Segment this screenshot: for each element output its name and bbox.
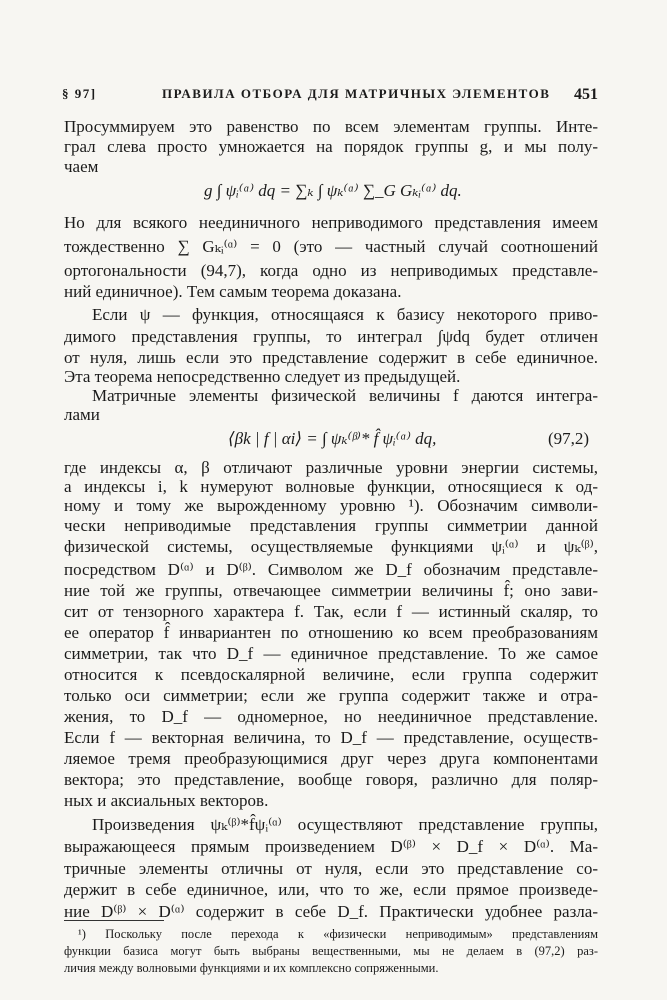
text-line: сит от тензорного характера f. Так, если f — истинный скаляр, то (64, 602, 598, 621)
equation-1: g ∫ ψᵢ⁽ᵅ⁾ dq = ∑ₖ ∫ ψₖ⁽ᵅ⁾ ∑_G Gₖᵢ⁽ᵅ⁾ dq. (204, 181, 462, 200)
text-line: ортогональности (94,7), когда одно из неприводимых представле- (64, 261, 598, 280)
text-line: ных и аксиальных векторов. (64, 791, 269, 810)
section-number: § 97] (62, 86, 97, 101)
text-line: вектора; это представление, вообще говоря, различно для поляр- (64, 770, 598, 789)
text-line: ний единичное). Тем самым теорема доказана. (64, 282, 402, 301)
text-line: тричные элементы отличны от нуля, если это представление со- (64, 859, 598, 878)
text-line: где индексы α, β отличают различные уровни энергии системы, (64, 458, 598, 477)
text-line: только оси симметрии; если же группа содержит также и отра- (64, 686, 598, 705)
text-line: относится к псевдоскалярной величине, если группа содержит (64, 665, 598, 684)
footnote-line: личия между волновыми функциями и их комплексно сопряженными. (64, 961, 439, 975)
text-line: чаем (64, 157, 99, 176)
text-line: грал слева просто умножается на порядок группы g, и мы полу- (64, 137, 598, 156)
text-line: тождественно ∑ Gₖᵢ⁽ᵅ⁾ = 0 (это — частный случай соотношений (64, 237, 598, 256)
footnote-line: функции базиса могут быть выбраны вещественными, мы не делаем в (97,2) раз- (64, 944, 598, 958)
text-line: ее оператор f̂ инвариантен по отношению ко всем преобразованиям (64, 623, 598, 642)
equation-number: (97,2) (548, 429, 590, 448)
text-line: жения, то D_f — одномерное, но неединичное представление. (64, 707, 598, 726)
text-line: посредством D⁽ᵅ⁾ и D⁽ᵝ⁾. Символом же D_f обозначим представле- (64, 560, 598, 579)
footnote-line: ¹) Поскольку после перехода к «физически неприводимым» представлениям (78, 927, 598, 941)
text-line: держит в себе единичное, или, что то же, если прямое произведе- (64, 880, 598, 899)
text-line: симметрии, так что D_f — единичное представление. То же самое (64, 644, 598, 663)
equation-2: ⟨βk | f | αi⟩ = ∫ ψₖ⁽ᵝ⁾* f̂ ψᵢ⁽ᵅ⁾ dq, (228, 429, 437, 448)
text-line: физической системы, осуществляемые функциями ψᵢ⁽ᵅ⁾ и ψₖ⁽ᵝ⁾, (64, 537, 598, 556)
footnote-rule (64, 920, 164, 921)
text-line: Матричные элементы физической величины f даются интегра- (92, 386, 598, 405)
text-line: Если f — векторная величина, то D_f — представление, осуществ- (64, 728, 598, 747)
text-line: ние той же группы, отвечающее симметрии величины f̂; оно зави- (64, 581, 598, 600)
text-line: выражающееся прямым произведением D⁽ᵝ⁾ × D_f × D⁽ᵅ⁾. Ма- (64, 837, 598, 856)
text-line: лами (64, 405, 100, 424)
text-line: чески неприводимые представления группы симметрии данной (64, 516, 598, 535)
text-line: Эта теорема непосредственно следует из предыдущей. (64, 367, 461, 386)
text-line: Просуммируем это равенство по всем элементам группы. Интe- (64, 117, 598, 136)
page-number: 451 (574, 86, 598, 103)
page-title: ПРАВИЛА ОТБОРА ДЛЯ МАТРИЧНЫХ ЭЛЕМЕНТОВ (162, 86, 551, 101)
text-line: ному и тому же вырожденному уровню ¹). Обозначим символи- (64, 496, 598, 515)
text-line: Но для всякого неединичного неприводимого представления имеем (64, 213, 598, 232)
text-line: ляемое тремя преобразующимися друг через друга компонентами (64, 749, 598, 768)
text-line: димого представления группы, то интеграл ∫ψdq будет отличен (64, 327, 598, 346)
text-line: от нуля, лишь если это представление содержит в себе единичное. (64, 348, 598, 367)
text-line: а индексы i, k нумеруют волновые функции, относящиеся к од- (64, 477, 598, 496)
text-line: Произведения ψₖ⁽ᵝ⁾*f̂ψᵢ⁽ᵅ⁾ осуществляют представление группы, (92, 815, 598, 834)
text-line: ние D⁽ᵝ⁾ × D⁽ᵅ⁾ содержит в себе D_f. Практически удобнее разла- (64, 902, 598, 921)
text-line: Если ψ — функция, относящаяся к базису некоторого приво- (92, 305, 598, 324)
